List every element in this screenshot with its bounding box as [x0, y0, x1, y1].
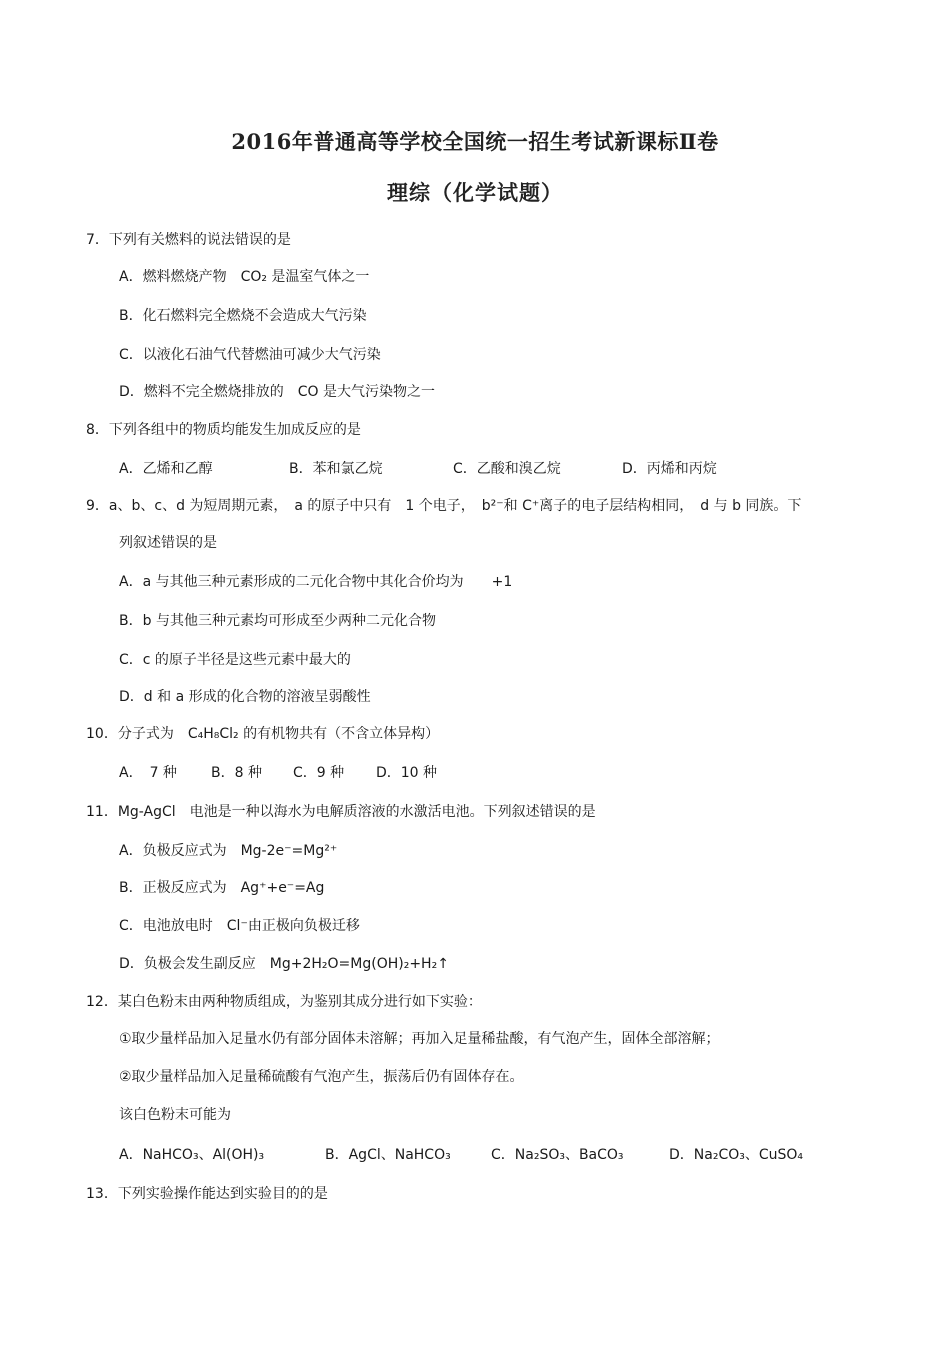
question-7-option-b: B．化石燃料完全燃烧不会造成大气污染: [119, 308, 367, 324]
question-10-option-b: B．8 种: [211, 765, 262, 781]
question-11-option-d: D．负极会发生副反应 Mg+2H₂O=Mg(OH)₂+H₂↑: [119, 956, 449, 972]
question-8-option-c: C．乙酸和溴乙烷: [453, 461, 561, 477]
question-11-option-a: A．负极反应式为 Mg-2e⁻=Mg²⁺: [119, 843, 338, 859]
question-12-line-1: ①取少量样品加入足量水仍有部分固体未溶解；再加入足量稀盐酸，有气泡产生，固体全部溶解；: [119, 1031, 720, 1047]
question-9-stem: 9．a、b、c、d 为短周期元素， a 的原子中只有 1 个电子， b²⁻和 C⁺离子的电子层结构相同， d 与 b 同族。下: [86, 498, 802, 514]
question-10-option-d: D．10 种: [376, 765, 438, 781]
question-7-option-d: D．燃料不完全燃烧排放的 CO 是大气污染物之一: [119, 384, 436, 400]
question-8-stem: 8．下列各组中的物质均能发生加成反应的是: [86, 422, 361, 438]
question-10-option-c: C．9 种: [293, 765, 345, 781]
question-9-stem-continued: 列叙述错误的是: [119, 535, 217, 551]
question-12-stem: 12．某白色粉末由两种物质组成，为鉴别其成分进行如下实验：: [86, 994, 482, 1010]
question-10-stem: 10．分子式为 C₄H₈Cl₂ 的有机物共有（不含立体异构）: [86, 726, 440, 742]
question-8-option-b: B．苯和氯乙烷: [289, 461, 383, 477]
question-9-option-d: D．d 和 a 形成的化合物的溶液呈弱酸性: [119, 689, 371, 705]
question-10-option-a: A． 7 种: [119, 765, 177, 781]
question-12-line-2: ②取少量样品加入足量稀硫酸有气泡产生，振荡后仍有固体存在。: [119, 1069, 524, 1085]
question-7-option-c: C．以液化石油气代替燃油可减少大气污染: [119, 347, 381, 363]
question-9-option-b: B．b 与其他三种元素均可形成至少两种二元化合物: [119, 613, 436, 629]
question-12-line-3: 该白色粉末可能为: [119, 1107, 231, 1123]
question-7-option-a: A．燃料燃烧产物 CO₂ 是温室气体之一: [119, 269, 370, 285]
question-11-option-b: B．正极反应式为 Ag⁺+e⁻=Ag: [119, 880, 325, 896]
question-11-option-c: C．电池放电时 Cl⁻由正极向负极迁移: [119, 918, 360, 934]
question-11-stem: 11．Mg-AgCl 电池是一种以海水为电解质溶液的水激活电池。下列叙述错误的是: [86, 804, 596, 820]
question-7-stem: 7．下列有关燃料的说法错误的是: [86, 232, 291, 248]
page-subtitle: 理综（化学试题）: [387, 180, 563, 205]
question-8-option-d: D．丙烯和丙烷: [622, 461, 717, 477]
question-9-option-c: C．c 的原子半径是这些元素中最大的: [119, 652, 351, 668]
question-12-option-b: B．AgCl、NaHCO₃: [325, 1147, 451, 1163]
question-12-option-c: C．Na₂SO₃、BaCO₃: [491, 1147, 624, 1163]
question-13-stem: 13．下列实验操作能达到实验目的的是: [86, 1186, 328, 1202]
question-9-option-a: A．a 与其他三种元素形成的二元化合物中其化合价均为 +1: [119, 574, 513, 590]
page-title: 2016年普通高等学校全国统一招生考试新课标Ⅱ卷: [231, 129, 719, 154]
question-8-option-a: A．乙烯和乙醇: [119, 461, 213, 477]
question-12-option-a: A．NaHCO₃、Al(OH)₃: [119, 1147, 265, 1163]
question-12-option-d: D．Na₂CO₃、CuSO₄: [669, 1147, 804, 1163]
